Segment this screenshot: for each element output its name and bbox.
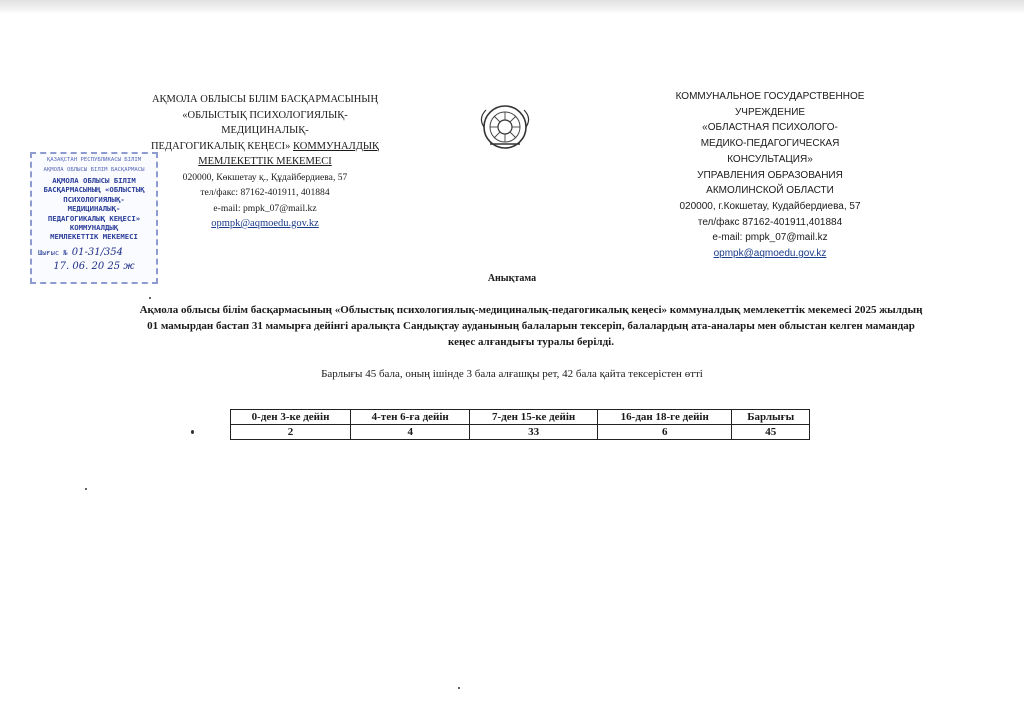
value-age-0-3: 2	[231, 425, 351, 440]
table-row	[231, 425, 810, 440]
stamp-name-line3: ПСИХОЛОГИЯЛЫҚ-	[63, 194, 125, 204]
kz-header-line3: МЕДИЦИНАЛЫҚ-	[221, 125, 309, 136]
kz-email-link[interactable]: opmpk@aqmoedu.gov.kz	[211, 218, 319, 229]
ru-header-line3: МЕДИКО-ПЕДАГОГИЧЕСКАЯ	[700, 138, 840, 150]
ru-header-line2: «ОБЛАСТНАЯ ПСИХОЛОГО-	[702, 122, 838, 134]
scan-speck	[191, 430, 194, 434]
document-summary: Барлығы 45 бала, оның ішінде 3 бала алғашқы рет, 42 бала қайта тексерістен өтті	[321, 368, 703, 380]
kz-header-line5: МЕМЛЕКЕТТІК МЕКЕМЕСІ	[198, 156, 332, 167]
header-age-7-15: 7-ден 15-ке дейін	[470, 410, 598, 425]
value-age-16-18: 6	[598, 425, 732, 440]
kz-header-line4b: КОММУНАЛДЫҚ	[293, 140, 380, 152]
header-age-16-18: 16-дан 18-ге дейін	[598, 410, 732, 425]
value-age-7-15: 33	[470, 425, 598, 440]
kz-header-line2: «ОБЛЫСТЫҚ ПСИХОЛОГИЯЛЫҚ-	[182, 109, 348, 121]
ru-email: e-mail: pmpk_07@mail.kz	[712, 232, 828, 244]
header-age-4-6: 4-тен 6-ға дейін	[351, 410, 470, 425]
value-total: 45	[732, 425, 810, 440]
stamp-name-line5: ПЕДАГОГИКАЛЫҚ КЕҢЕСІ»	[47, 213, 141, 223]
stamp-date: 17. 06. 20 25 ж	[53, 260, 135, 272]
document-title: Анықтама	[487, 273, 537, 284]
kz-address: 020000, Көкшетау қ., Құдайбердиева, 57	[182, 171, 348, 183]
letterhead-kazakh	[140, 92, 390, 232]
header-total: Барлығы	[732, 410, 810, 425]
stamp-name-line1: АҚМОЛА ОБЛЫСЫ БІЛІМ	[52, 176, 136, 185]
stamp-top-line1: ҚАЗАҚСТАН РЕСПУБЛИКАСЫ БІЛІМ	[46, 157, 142, 163]
kz-header-line1: АҚМОЛА ОБЛЫСЫ БІЛІМ БАСҚАРМАСЫНЫҢ	[151, 94, 379, 105]
stamp-org-name	[32, 176, 156, 242]
kz-phone: тел/факс: 87162-401911, 401884	[200, 187, 330, 198]
stamp-reg-label: Шығыс №	[38, 248, 68, 257]
scan-top-strip	[0, 0, 1024, 14]
ru-address: 020000, г.Кокшетау, Кудайбердиева, 57	[679, 200, 861, 212]
value-age-4-6: 4	[351, 425, 470, 440]
ru-header-line6: АКМОЛИНСКОЙ ОБЛАСТИ	[706, 185, 834, 197]
kz-header-line4a: ПЕДАГОГИКАЛЫҚ КЕҢЕСІ»	[150, 140, 291, 152]
scan-speck	[458, 687, 460, 689]
stamp-date-day: 17	[53, 260, 67, 272]
stamp-name-line2: БАСҚАРМАСЫНЫҢ «ОБЛЫСТЫҚ	[43, 185, 145, 195]
stamp-name-line7: МЕМЛЕКЕТТІК МЕКЕМЕСІ	[50, 232, 138, 242]
header-age-0-3: 0-ден 3-ке дейін	[231, 410, 351, 425]
stamp-date-year: 20 25 ж	[91, 260, 135, 272]
scan-speck	[85, 488, 87, 490]
ru-email-link[interactable]: opmpk@aqmoedu.gov.kz	[713, 248, 827, 260]
stamp-date-month: 06	[72, 260, 86, 272]
registration-stamp	[30, 152, 158, 284]
stamp-top-line2: АҚМОЛА ОБЛЫСЫ БІЛІМ БАСҚАРМАСЫ	[43, 167, 145, 173]
ru-header-line4: КОНСУЛЬТАЦИЯ»	[727, 153, 813, 165]
kz-header-line4	[140, 139, 390, 155]
stamp-reg-number: 01-31/354	[71, 246, 124, 258]
document-body-text: Ақмола облысы білім басқармасының «Облыстық психологиялық-медициналық-педагогикалық кеңесі» коммуналдық мемлекеттік мекемесі 2025 жылдың 01 мамырдан бастап 31 мамырға дейінгі аралықта Сандықтау ауданының балаларын тексеріп, балалардың ата-аналары мен облыстан келген мамандар кеңес алғандығы туралы берілді.	[139, 304, 923, 348]
stamp-registration	[32, 247, 156, 258]
ru-header-line5: УПРАВЛЕНИЯ ОБРАЗОВАНИЯ	[697, 169, 843, 181]
table-header-row	[231, 410, 810, 425]
stamp-name-line6: КОММУНАЛДЫҚ	[69, 223, 119, 233]
state-emblem-icon	[470, 104, 540, 150]
scan-speck	[149, 297, 151, 299]
kz-email: e-mail: pmpk_07@mail.kz	[213, 202, 317, 214]
ru-header-line1: КОММУНАЛЬНОЕ ГОСУДАРСТВЕННОЕ УЧРЕЖДЕНИЕ	[675, 91, 865, 118]
letterhead-russian	[640, 89, 900, 262]
ru-phone: тел/факс 87162-401911,401884	[697, 216, 843, 228]
stamp-name-line4: МЕДИЦИНАЛЫҚ-	[67, 204, 121, 214]
age-groups-table	[230, 409, 810, 440]
